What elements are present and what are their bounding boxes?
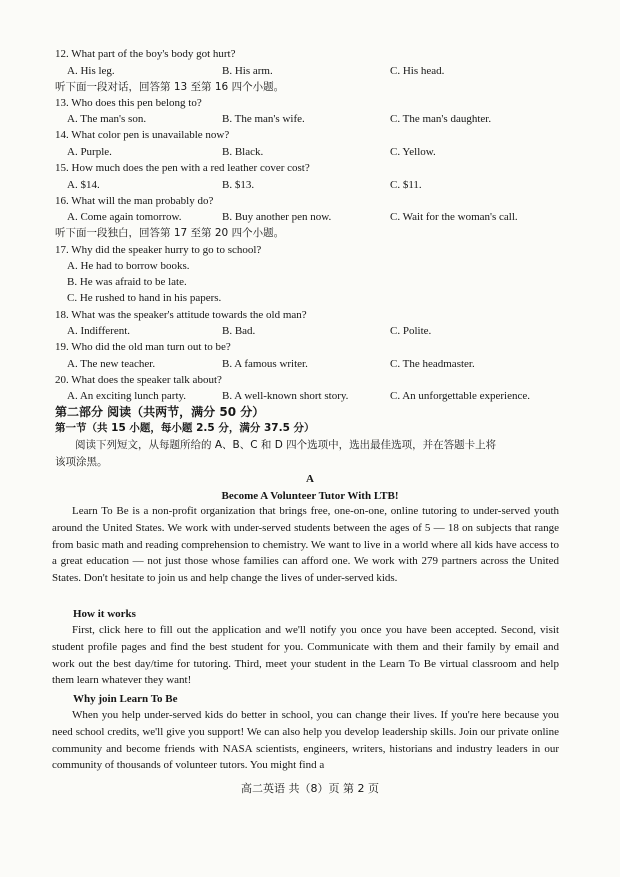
paragraph-1-text: Learn To Be is a non-profit organization that brings free, one-on-one, online tutoring to under-served youth around the United States. We work with under-served students between the ages of 5 — 18 on subjects that range from basic math and reading comprehension to chemistry. We want to live in a world where all kids have access to a great education — not just those whose families can afford one. We work with 279 partners across the United States. Don't hesitate to join us and help change the lives of under-served kids. bbox=[52, 505, 559, 585]
question-20-stem: 20. What does the speaker talk about? bbox=[55, 374, 222, 386]
heading-why-join: Why join Learn To Be bbox=[73, 693, 178, 705]
heading-how-it-works: How it works bbox=[73, 608, 136, 620]
question-15-option-a: A. $14. bbox=[67, 179, 100, 191]
question-19-option-c: C. The headmaster. bbox=[390, 358, 475, 370]
question-18-option-a: A. Indifferent. bbox=[67, 325, 131, 337]
question-16-option-c: C. Wait for the woman's call. bbox=[390, 211, 518, 223]
question-19-option-b: B. A famous writer. bbox=[222, 358, 308, 370]
question-14-option-a: A. Purple. bbox=[67, 146, 112, 158]
question-13-option-b: B. The man's wife. bbox=[222, 113, 305, 125]
question-19-stem: 19. Who did the old man turn out to be? bbox=[55, 341, 231, 353]
question-12-option-a: A. His leg. bbox=[67, 65, 115, 77]
paragraph-2-text: First, click here to fill out the application and we'll notify you once you have been accepted. Second, visit student profile pages and find the best student for you. Communicate with them and their family by email and work out the best day/time for tutoring. Third, meet your student in the Learn To Be virtual classroom and help them learn whatever they want! bbox=[52, 624, 559, 687]
question-12-option-b: B. His arm. bbox=[222, 65, 273, 77]
question-17-option-a: A. He had to borrow books. bbox=[67, 260, 190, 272]
part-2-title: 第二部分 阅读（共两节，满分 50 分） bbox=[55, 405, 265, 419]
instruction-13-16: 听下面一段对话，回答第 13 至第 16 四个小题。 bbox=[55, 81, 285, 93]
question-15-stem: 15. How much does the pen with a red leather cover cost? bbox=[55, 162, 310, 174]
question-18-option-c: C. Polite. bbox=[390, 325, 432, 337]
question-16-stem: 16. What will the man probably do? bbox=[55, 195, 214, 207]
section-1-instruction-line-2: 该项涂黑。 bbox=[55, 456, 108, 468]
question-17-option-b: B. He was afraid to be late. bbox=[67, 276, 187, 288]
passage-paragraph-3 bbox=[52, 707, 559, 775]
question-13-stem: 13. Who does this pen belong to? bbox=[55, 97, 202, 109]
question-12-stem: 12. What part of the boy's body got hurt? bbox=[55, 48, 236, 60]
question-13-option-a: A. The man's son. bbox=[67, 113, 147, 125]
section-1-title: 第一节（共 15 小题，每小题 2.5 分，满分 37.5 分） bbox=[55, 422, 315, 434]
instruction-17-20: 听下面一段独白，回答第 17 至第 20 四个小题。 bbox=[55, 227, 285, 239]
question-15-option-c: C. $11. bbox=[390, 179, 422, 191]
question-16-option-b: B. Buy another pen now. bbox=[222, 211, 332, 223]
question-16-option-a: A. Come again tomorrow. bbox=[67, 211, 182, 223]
question-20-option-c: C. An unforgettable experience. bbox=[390, 390, 530, 402]
question-15-option-b: B. $13. bbox=[222, 179, 255, 191]
question-17-option-c: C. He rushed to hand in his papers. bbox=[67, 292, 222, 304]
passage-label: A bbox=[306, 473, 314, 485]
question-12-option-c: C. His head. bbox=[390, 65, 445, 77]
question-17-stem: 17. Why did the speaker hurry to go to school? bbox=[55, 244, 262, 256]
question-14-option-b: B. Black. bbox=[222, 146, 264, 158]
paragraph-3-text: When you help under-served kids do better in school, you can change their lives. If you're here because you need school credits, we'll give you support! We can also help you develop leadership skills. Join our private online community and become friends with NASA scientists, engineers, writers, historians and industry leaders in our community of thousands of volunteer tutors. You might find a bbox=[52, 709, 559, 772]
question-18-option-b: B. Bad. bbox=[222, 325, 256, 337]
page-footer: 高二英语 共（8）页 第 2 页 bbox=[241, 782, 379, 795]
question-18-stem: 18. What was the speaker's attitude towards the old man? bbox=[55, 309, 307, 321]
question-14-stem: 14. What color pen is unavailable now? bbox=[55, 129, 230, 141]
section-1-instruction-line-1: 阅读下列短文，从每题所给的 A、B、C 和 D 四个选项中，选出最佳选项，并在答题卡上将 bbox=[75, 439, 497, 451]
passage-title: Become A Volunteer Tutor With LTB! bbox=[221, 490, 399, 502]
question-19-option-a: A. The new teacher. bbox=[67, 358, 156, 370]
question-20-option-b: B. A well-known short story. bbox=[222, 390, 349, 402]
question-13-option-c: C. The man's daughter. bbox=[390, 113, 492, 125]
passage-paragraph-1 bbox=[52, 503, 559, 605]
question-20-option-a: A. An exciting lunch party. bbox=[67, 390, 187, 402]
question-14-option-c: C. Yellow. bbox=[390, 146, 436, 158]
passage-paragraph-2 bbox=[52, 622, 559, 690]
